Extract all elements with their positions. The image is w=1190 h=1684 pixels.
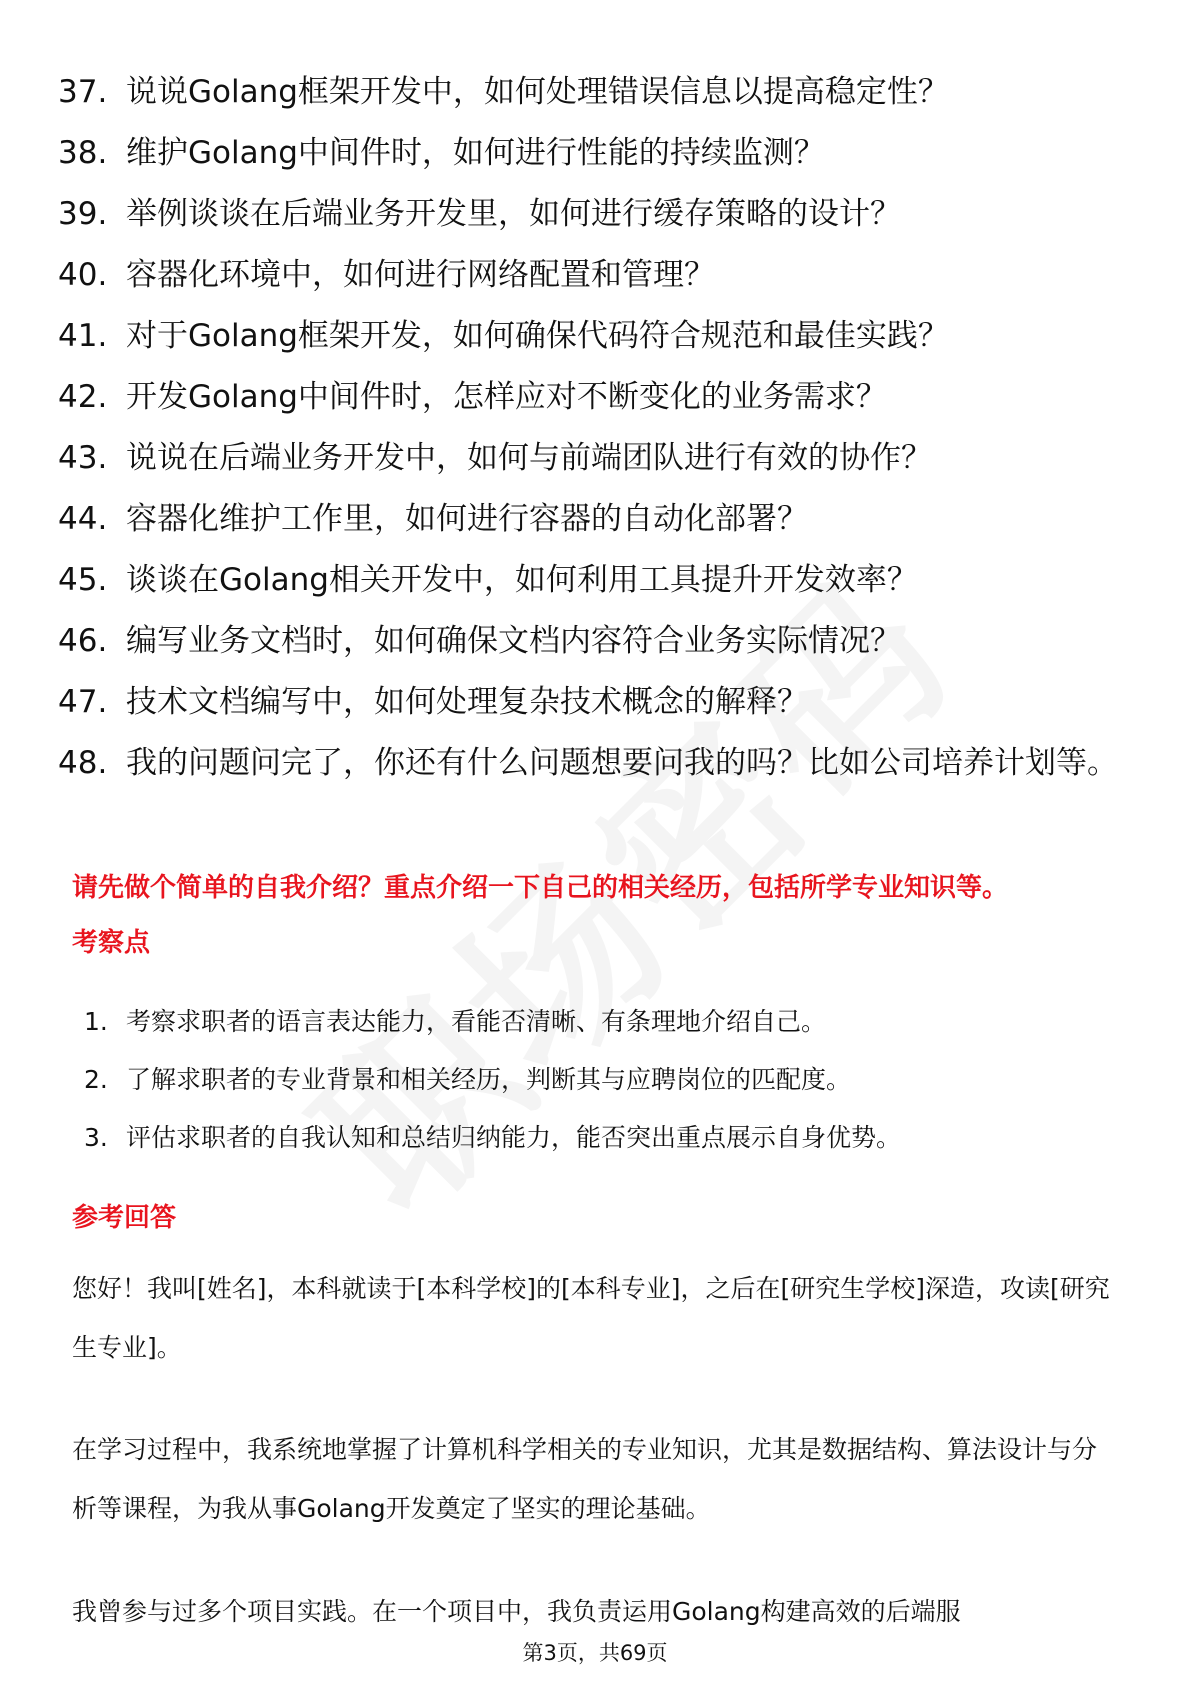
question-text: 编写业务文档时，如何确保文档内容符合业务实际情况？ [126, 623, 901, 659]
list-item [58, 558, 1118, 602]
page-number-footer: 第3页，共69页 [522, 1641, 668, 1665]
question-number: 40. [58, 257, 108, 293]
list-item [58, 131, 1118, 175]
list-item [84, 1118, 1124, 1158]
question-text: 维护Golang中间件时，如何进行性能的持续监测？ [126, 135, 825, 171]
question-list [58, 70, 1118, 802]
answer-paragraph: 在学习过程中，我系统地掌握了计算机科学相关的专业知识，尤其是数据结构、算法设计与分析等课程，为我从事Golang开发奠定了坚实的理论基础。 [72, 1435, 1098, 1523]
question-text: 谈谈在Golang相关开发中，如何利用工具提升开发效率？ [126, 562, 918, 598]
question-number: 46. [58, 623, 108, 659]
question-text: 说说Golang框架开发中，如何处理错误信息以提高稳定性？ [126, 74, 949, 110]
answer-paragraph: 我曾参与过多个项目实践。在一个项目中，我负责运用Golang构建高效的后端服 [72, 1597, 961, 1626]
question-number: 47. [58, 684, 108, 720]
question-number: 37. [58, 74, 108, 110]
exam-points-title: 考察点 [72, 928, 151, 958]
question-text: 开发Golang中间件时，怎样应对不断变化的业务需求？ [126, 379, 887, 415]
list-item [84, 1002, 1124, 1042]
question-number: 42. [58, 379, 108, 415]
point-text: 评估求职者的自我认知和总结归纳能力，能否突出重点展示自身优势。 [126, 1123, 902, 1152]
question-number: 39. [58, 196, 108, 232]
list-item [58, 314, 1118, 358]
question-text: 技术文档编写中，如何处理复杂技术概念的解释？ [126, 684, 808, 720]
point-text: 考察求职者的语言表达能力，看能否清晰、有条理地介绍自己。 [126, 1007, 827, 1036]
list-item [58, 375, 1118, 419]
list-item [58, 253, 1118, 297]
exam-points-list [84, 1002, 1124, 1176]
question-text: 容器化环境中，如何进行网络配置和管理？ [126, 257, 715, 293]
question-text: 容器化维护工作里，如何进行容器的自动化部署？ [126, 501, 808, 537]
question-text: 我的问题问完了，你还有什么问题想要问我的吗？比如公司培养计划等。 [126, 745, 1118, 781]
question-text: 对于Golang框架开发，如何确保代码符合规范和最佳实践？ [126, 318, 949, 354]
point-number: 3. [84, 1123, 108, 1152]
question-text: 举例谈谈在后端业务开发里，如何进行缓存策略的设计？ [126, 196, 901, 232]
question-text: 说说在后端业务开发中，如何与前端团队进行有效的协作？ [126, 440, 932, 476]
list-item [58, 436, 1118, 480]
question-number: 41. [58, 318, 108, 354]
list-item [58, 70, 1118, 114]
question-number: 48. [58, 745, 108, 781]
question-number: 45. [58, 562, 108, 598]
list-item [58, 497, 1118, 541]
point-text: 了解求职者的专业背景和相关经历，判断其与应聘岗位的匹配度。 [126, 1065, 852, 1094]
question-number: 44. [58, 501, 108, 537]
list-item [58, 741, 1118, 785]
list-item [58, 619, 1118, 663]
list-item [58, 192, 1118, 236]
intro-question-heading: 请先做个简单的自我介绍？重点介绍一下自己的相关经历，包括所学专业知识等。 [72, 873, 1009, 903]
answer-paragraph: 您好！我叫[姓名]，本科就读于[本科学校]的[本科专业]，之后在[研究生学校]深造，攻读[研究生专业]。 [72, 1274, 1110, 1362]
point-number: 2. [84, 1065, 108, 1094]
question-number: 43. [58, 440, 108, 476]
question-number: 38. [58, 135, 108, 171]
list-item [84, 1060, 1124, 1100]
reference-answer-title: 参考回答 [72, 1203, 177, 1233]
point-number: 1. [84, 1007, 108, 1036]
list-item [58, 680, 1118, 724]
